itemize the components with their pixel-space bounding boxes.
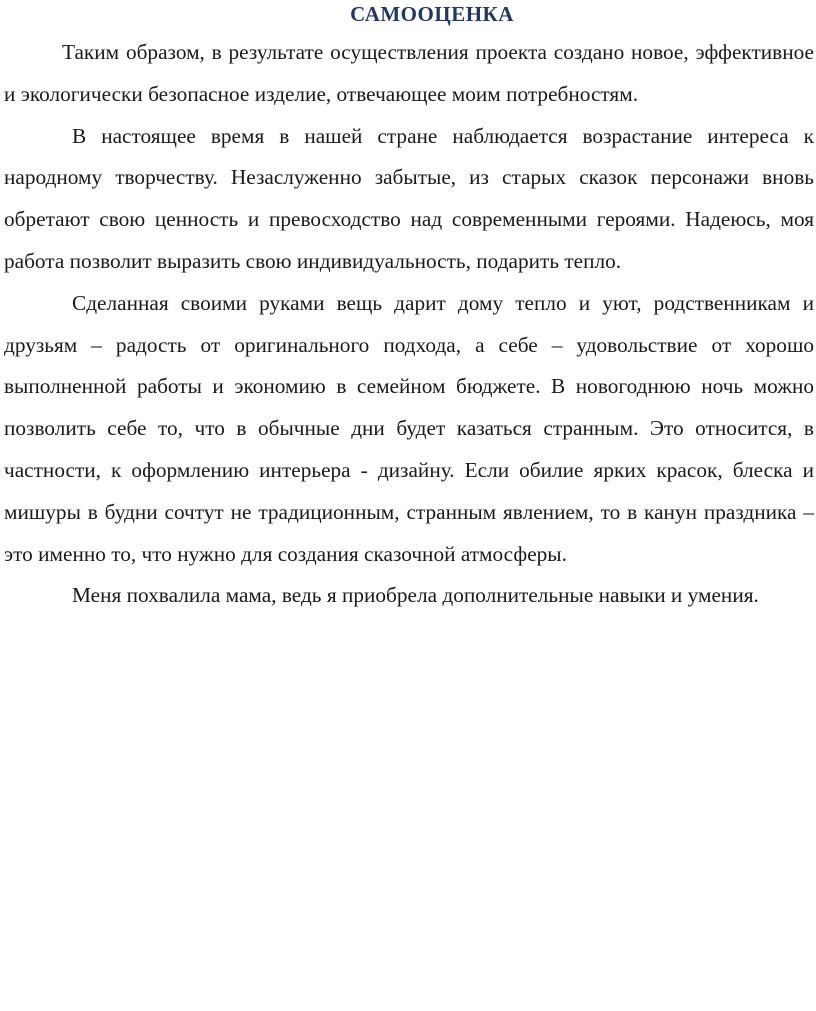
paragraph-folk-art: В настоящее время в нашей стране наблюдается возрастание интереса к народному творчеству. Незаслуженно забытые, из старых сказок персонажи вновь обретают свою ценность и превосходство над современными героями. Надеюсь, моя работа позволит выразить свою индивидуальность, подарить тепло. <box>4 123 814 273</box>
document-body <box>4 32 814 617</box>
paragraph-conclusion: Таким образом, в результате осуществления проекта создано новое, эффективное и экологически безопасное изделие, отвечающее моим потребностям. <box>4 40 814 106</box>
paragraph-handmade: Сделанная своими руками вещь дарит дому тепло и уют, родственникам и друзьям – радость от оригинального подхода, а себе – удовольствие от хорошо выполненной работы и экономию в семейном бюджете. В новогоднюю ночь можно позволить себе то, что в обычные дни будет казаться странным. Это относится, в частности, к оформлению интерьера - дизайну. Если обилие ярких красок, блеска и мишуры в будни сочтут не традиционным, странным явлением, то в канун праздника – это именно то, что нужно для создания сказочной атмосферы. <box>4 290 814 566</box>
page-title: САМООЦЕНКА <box>350 2 514 26</box>
paragraph-praise: Меня похвалила мама, ведь я приобрела дополнительные навыки и умения. <box>72 583 759 608</box>
